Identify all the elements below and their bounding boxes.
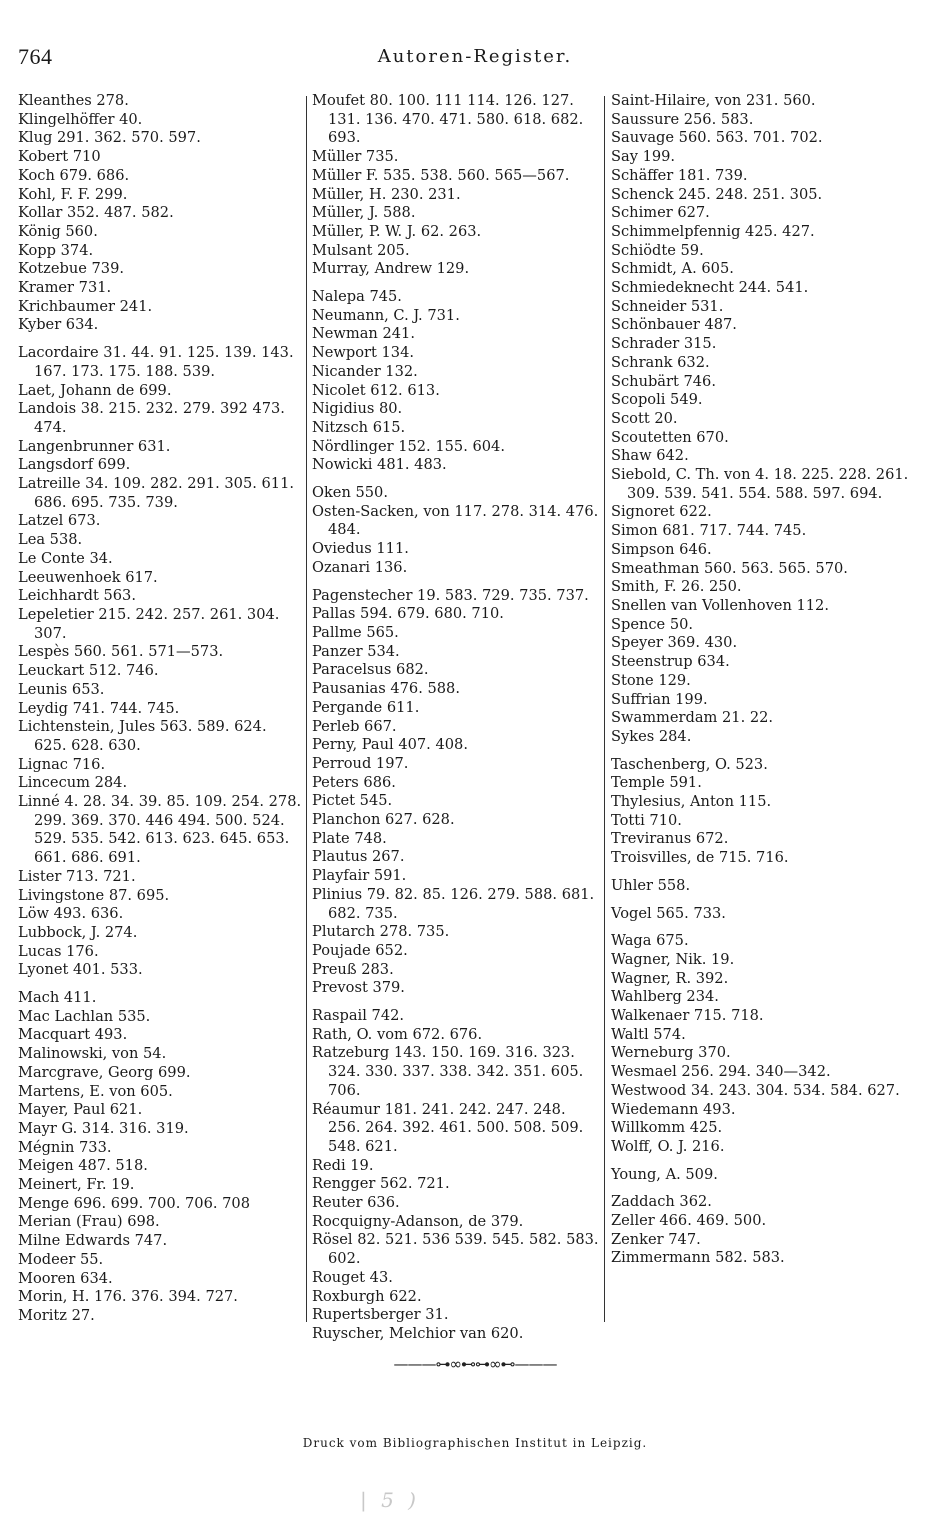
index-entry: Mac Lachlan 535. (18, 1007, 151, 1025)
index-entry: Mulsant 205. (312, 241, 410, 259)
index-entry: Willkomm 425. (611, 1119, 723, 1137)
index-entry: Macquart 493. (18, 1026, 128, 1044)
index-entry: Linné 4. 28. 34. 39. 85. 109. 254. 278. 299. 369. 370. 446 494. 500. 524. 529. 535. 542. 613. 623. 645. 653. 661. 686. 691. (18, 793, 302, 867)
index-entry: Ozanari 136. (312, 558, 408, 576)
index-entry: Schimmelpfennig 425. 427. (611, 222, 815, 240)
index-entry: Zeller 466. 469. 500. (611, 1212, 767, 1230)
index-entry: Vogel 565. 733. (611, 904, 726, 922)
index-entry: Morin, H. 176. 376. 394. 727. (18, 1288, 238, 1306)
index-entry: Nigidius 80. (312, 400, 403, 418)
index-entry: Neumann, C. J. 731. (312, 306, 460, 324)
index-entry: Müller, P. W. J. 62. 263. (312, 222, 482, 240)
index-entry: Koch 679. 686. (18, 166, 130, 184)
index-entry: Malinowski, von 54. (18, 1045, 167, 1063)
index-entry: Say 199. (611, 148, 676, 166)
index-entry: Moufet 80. 100. 111 114. 126. 127. 131. 136. 470. 471. 580. 618. 682. 693. (312, 92, 584, 147)
index-entry: Wagner, Nik. 19. (611, 950, 735, 968)
index-entry: Rocquigny-Adanson, de 379. (312, 1212, 524, 1230)
index-entry: Lister 713. 721. (18, 867, 136, 885)
index-entry: Nitzsch 615. (312, 418, 406, 436)
index-entry: Lespès 560. 561. 571—573. (18, 643, 224, 661)
index-entry: Sauvage 560. 563. 701. 702. (611, 129, 823, 147)
index-entry: Suffrian 199. (611, 690, 708, 708)
index-entry: Smeathman 560. 563. 565. 570. (611, 559, 848, 577)
index-entry: Osten-Sacken, von 117. 278. 314. 476. 484. (312, 502, 599, 539)
page-number: 764 (18, 44, 53, 69)
index-entry: Nowicki 481. 483. (312, 456, 447, 474)
index-entry: Kotzebue 739. (18, 260, 124, 278)
letter-group (18, 344, 303, 980)
letter-group (611, 92, 911, 747)
index-entry: Pausanias 476. 588. (312, 680, 460, 698)
index-entry: Nördlinger 152. 155. 604. (312, 437, 505, 455)
index-entry: Müller 735. (312, 148, 399, 166)
index-entry: Plate 748. (312, 829, 387, 847)
index-entry: Oken 550. (312, 484, 388, 502)
index-entry: Nalepa 745. (312, 288, 402, 306)
index-entry: Moritz 27. (18, 1307, 95, 1324)
index-entry: Livingstone 87. 695. (18, 886, 170, 904)
index-entry: Mégnin 733. (18, 1138, 112, 1156)
index-entry: Schmiedeknecht 244. 541. (611, 279, 809, 297)
index-entry: Leichhardt 563. (18, 587, 136, 605)
index-entry: Müller F. 535. 538. 560. 565—567. (312, 166, 570, 184)
index-entry: Shaw 642. (611, 447, 689, 465)
index-entry: Schmidt, A. 605. (611, 260, 734, 278)
index-entry: Simon 681. 717. 744. 745. (611, 522, 807, 540)
index-entry: Kohl, F. F. 299. (18, 185, 128, 203)
index-entry: Schiödte 59. (611, 241, 704, 259)
running-head: Autoren-Register. (377, 46, 573, 67)
index-entry: Waltl 574. (611, 1025, 686, 1043)
index-entry: Treviranus 672. (611, 830, 729, 848)
index-entry: Rupertsberger 31. (312, 1306, 449, 1324)
index-entry: Laet, Johann de 699. (18, 381, 172, 399)
index-entry: Leeuwenhoek 617. (18, 568, 158, 586)
index-entry: Zenker 747. (611, 1230, 701, 1248)
column-rule (306, 96, 307, 1322)
index-entry: Kyber 634. (18, 316, 99, 334)
printer-imprint: Druck vom Bibliographischen Institut in Leipzig. (302, 1436, 648, 1450)
index-entry: Rengger 562. 721. (312, 1175, 450, 1193)
index-entry: Perny, Paul 407. 408. (312, 736, 468, 754)
index-entry: Latreille 34. 109. 282. 291. 305. 611. 686. 695. 735. 739. (18, 475, 295, 511)
index-entry: Müller, H. 230. 231. (312, 185, 461, 203)
index-entry: Steenstrup 634. (611, 653, 730, 671)
index-entry: Taschenberg, O. 523. (611, 755, 768, 773)
index-entry: Lyonet 401. 533. (18, 961, 143, 979)
index-entry: Lincecum 284. (18, 774, 128, 792)
index-entry: Playfair 591. (312, 867, 407, 885)
index-entry: Swammerdam 21. 22. (611, 709, 774, 727)
index-entry: Plutarch 278. 735. (312, 923, 450, 941)
index-entry: Plautus 267. (312, 848, 405, 866)
index-entry: Ruyscher, Melchior van 620. (312, 1325, 524, 1342)
index-entry: Zaddach 362. (611, 1193, 712, 1211)
index-entry: Wahlberg 234. (611, 988, 719, 1006)
index-entry: Kollar 352. 487. 582. (18, 204, 174, 222)
index-entry: Reuter 636. (312, 1194, 400, 1212)
index-entry: Signoret 622. (611, 503, 712, 521)
index-entry: Speyer 369. 430. (611, 634, 738, 652)
index-entry: Lignac 716. (18, 755, 106, 773)
index-entry: Leuckart 512. 746. (18, 662, 159, 680)
index-entry: Kleanthes 278. (18, 92, 129, 109)
index-entry: Löw 493. 636. (18, 905, 124, 923)
letter-group (18, 92, 303, 335)
index-entry: Pallme 565. (312, 623, 399, 641)
index-entry: Meigen 487. 518. (18, 1157, 148, 1175)
index-entry: Redi 19. (312, 1156, 374, 1174)
letter-group (611, 1166, 911, 1185)
column-rule (604, 96, 605, 1322)
index-entry: Pergande 611. (312, 698, 420, 716)
index-entry: Rösel 82. 521. 536 539. 545. 582. 583. 602. (312, 1231, 599, 1268)
index-entry: Newport 134. (312, 344, 414, 362)
index-entry: Oviedus 111. (312, 540, 409, 558)
index-entry: Plinius 79. 82. 85. 126. 279. 588. 681. 682. 735. (312, 885, 595, 922)
index-entry: Planchon 627. 628. (312, 811, 455, 829)
index-entry: Schubärt 746. (611, 372, 716, 390)
index-entry: Waga 675. (611, 932, 689, 950)
index-entry: Siebold, C. Th. von 4. 18. 225. 228. 261. 309. 539. 541. 554. 588. 597. 694. (611, 466, 909, 502)
index-entry: Smith, F. 26. 250. (611, 578, 742, 596)
index-entry: Perroud 197. (312, 754, 409, 772)
index-entry: Langenbrunner 631. (18, 437, 171, 455)
index-entry: Temple 591. (611, 774, 702, 792)
index-entry: Schrank 632. (611, 353, 710, 371)
index-entry: Scoutetten 670. (611, 428, 729, 446)
pencil-mark: | 5 ) (360, 1488, 420, 1512)
index-entry: Young, A. 509. (611, 1165, 718, 1183)
index-entry: Klingelhöffer 40. (18, 110, 143, 128)
index-entry: Meinert, Fr. 19. (18, 1176, 135, 1194)
index-entry: Merian (Frau) 698. (18, 1213, 160, 1231)
index-entry: Walkenaer 715. 718. (611, 1007, 764, 1025)
index-entry: Panzer 534. (312, 642, 400, 660)
index-entry: Krichbaumer 241. (18, 297, 153, 315)
index-entry: Lepeletier 215. 242. 257. 261. 304. 307. (18, 605, 280, 642)
index-entry: Wagner, R. 392. (611, 969, 729, 987)
index-entry: Ratzeburg 143. 150. 169. 316. 323. 324. 330. 337. 338. 342. 351. 605. 706. (312, 1044, 584, 1099)
index-entry: Landois 38. 215. 232. 279. 392 473. 474. (18, 400, 285, 436)
index-entry: Langsdorf 699. (18, 456, 131, 474)
index-entry: Perleb 667. (312, 717, 397, 735)
index-entry: Sykes 284. (611, 727, 692, 745)
index-entry: Kopp 374. (18, 241, 94, 259)
index-entry: Roxburgh 622. (312, 1287, 422, 1305)
index-entry: Lacordaire 31. 44. 91. 125. 139. 143. 167. 173. 175. 188. 539. (18, 344, 294, 380)
index-entry: Le Conte 34. (18, 549, 113, 567)
index-entry: Pagenstecher 19. 583. 729. 735. 737. (312, 586, 589, 604)
letter-group (611, 877, 911, 896)
letter-group (312, 92, 600, 279)
index-entry: Schönbauer 487. (611, 316, 737, 334)
index-entry: Wesmael 256. 294. 340—342. (611, 1063, 831, 1081)
index-entry: Simpson 646. (611, 540, 712, 558)
index-entry: Uhler 558. (611, 876, 691, 894)
index-entry: Schneider 531. (611, 297, 724, 315)
index-entry: Mayr G. 314. 316. 319. (18, 1119, 189, 1137)
index-entry: Lichtenstein, Jules 563. 589. 624. 625. 628. 630. (18, 718, 267, 754)
index-entry: Schenck 245. 248. 251. 305. (611, 185, 823, 203)
index-entry: Rath, O. vom 672. 676. (312, 1025, 483, 1043)
index-entry: Scopoli 549. (611, 391, 703, 409)
letter-group (611, 1193, 911, 1268)
letter-group (611, 756, 911, 868)
end-ornament: ———⊶∞⊷⊶∞⊷——— (393, 1355, 557, 1373)
index-entry: Poujade 652. (312, 941, 408, 959)
index-entry: Paracelsus 682. (312, 661, 429, 679)
index-entry: Preuß 283. (312, 960, 394, 978)
index-entry: Zimmermann 582. 583. (611, 1249, 785, 1267)
index-entry: Troisvilles, de 715. 716. (611, 849, 789, 867)
index-entry: Kramer 731. (18, 279, 112, 297)
index-column-3 (611, 92, 911, 1268)
index-entry: Réaumur 181. 241. 242. 247. 248. 256. 264. 392. 461. 500. 508. 509. 548. 621. (312, 1100, 584, 1155)
index-entry: Scott 20. (611, 409, 678, 427)
index-entry: Wiedemann 493. (611, 1100, 736, 1118)
index-entry: Schimer 627. (611, 204, 710, 222)
index-entry: Marcgrave, Georg 699. (18, 1063, 191, 1081)
index-entry: Modeer 55. (18, 1250, 104, 1268)
index-entry: Schrader 315. (611, 335, 717, 353)
index-entry: Milne Edwards 747. (18, 1232, 168, 1250)
index-entry: Lucas 176. (18, 942, 99, 960)
letter-group (312, 484, 600, 578)
index-entry: Stone 129. (611, 671, 691, 689)
index-entry: Saussure 256. 583. (611, 110, 754, 128)
letter-group (312, 587, 600, 998)
index-entry: Mooren 634. (18, 1269, 113, 1287)
index-entry: Spence 50. (611, 615, 694, 633)
index-entry: Prevost 379. (312, 979, 405, 997)
index-entry: Pallas 594. 679. 680. 710. (312, 605, 504, 623)
index-entry: Peters 686. (312, 773, 396, 791)
index-entry: Westwood 34. 243. 304. 534. 584. 627. (611, 1081, 900, 1099)
index-entry: Lubbock, J. 274. (18, 923, 138, 941)
index-entry: Rouget 43. (312, 1268, 393, 1286)
index-entry: Leunis 653. (18, 680, 105, 698)
letter-group (611, 905, 911, 924)
index-entry: Totti 710. (611, 811, 682, 829)
index-entry: Snellen van Vollenhoven 112. (611, 596, 829, 614)
index-entry: Lea 538. (18, 531, 83, 549)
index-column-1 (18, 92, 303, 1326)
index-entry: Thylesius, Anton 115. (611, 793, 772, 811)
index-entry: Kobert 710 (18, 148, 101, 166)
index-entry: Newman 241. (312, 325, 415, 343)
index-entry: Müller, J. 588. (312, 204, 416, 222)
index-entry: Pictet 545. (312, 792, 393, 810)
letter-group (611, 932, 911, 1156)
index-entry: Klug 291. 362. 570. 597. (18, 129, 201, 147)
letter-group (312, 288, 600, 475)
index-entry: Raspail 742. (312, 1007, 405, 1025)
index-entry: Leydig 741. 744. 745. (18, 699, 180, 717)
index-entry: Wolff, O. J. 216. (611, 1137, 725, 1155)
index-entry: Murray, Andrew 129. (312, 260, 470, 278)
index-entry: Saint-Hilaire, von 231. 560. (611, 92, 816, 109)
index-entry: Schäffer 181. 739. (611, 166, 748, 184)
index-entry: Mach 411. (18, 989, 97, 1007)
index-entry: Werneburg 370. (611, 1044, 731, 1062)
index-entry: König 560. (18, 222, 98, 240)
index-column-2 (312, 92, 600, 1344)
index-entry: Mayer, Paul 621. (18, 1101, 143, 1119)
index-entry: Latzel 673. (18, 512, 101, 530)
index-entry: Nicander 132. (312, 362, 418, 380)
index-entry: Nicolet 612. 613. (312, 381, 440, 399)
index-entry: Menge 696. 699. 700. 706. 708 (18, 1194, 250, 1212)
index-entry: Martens, E. von 605. (18, 1082, 173, 1100)
letter-group (18, 989, 303, 1326)
letter-group (312, 1007, 600, 1344)
